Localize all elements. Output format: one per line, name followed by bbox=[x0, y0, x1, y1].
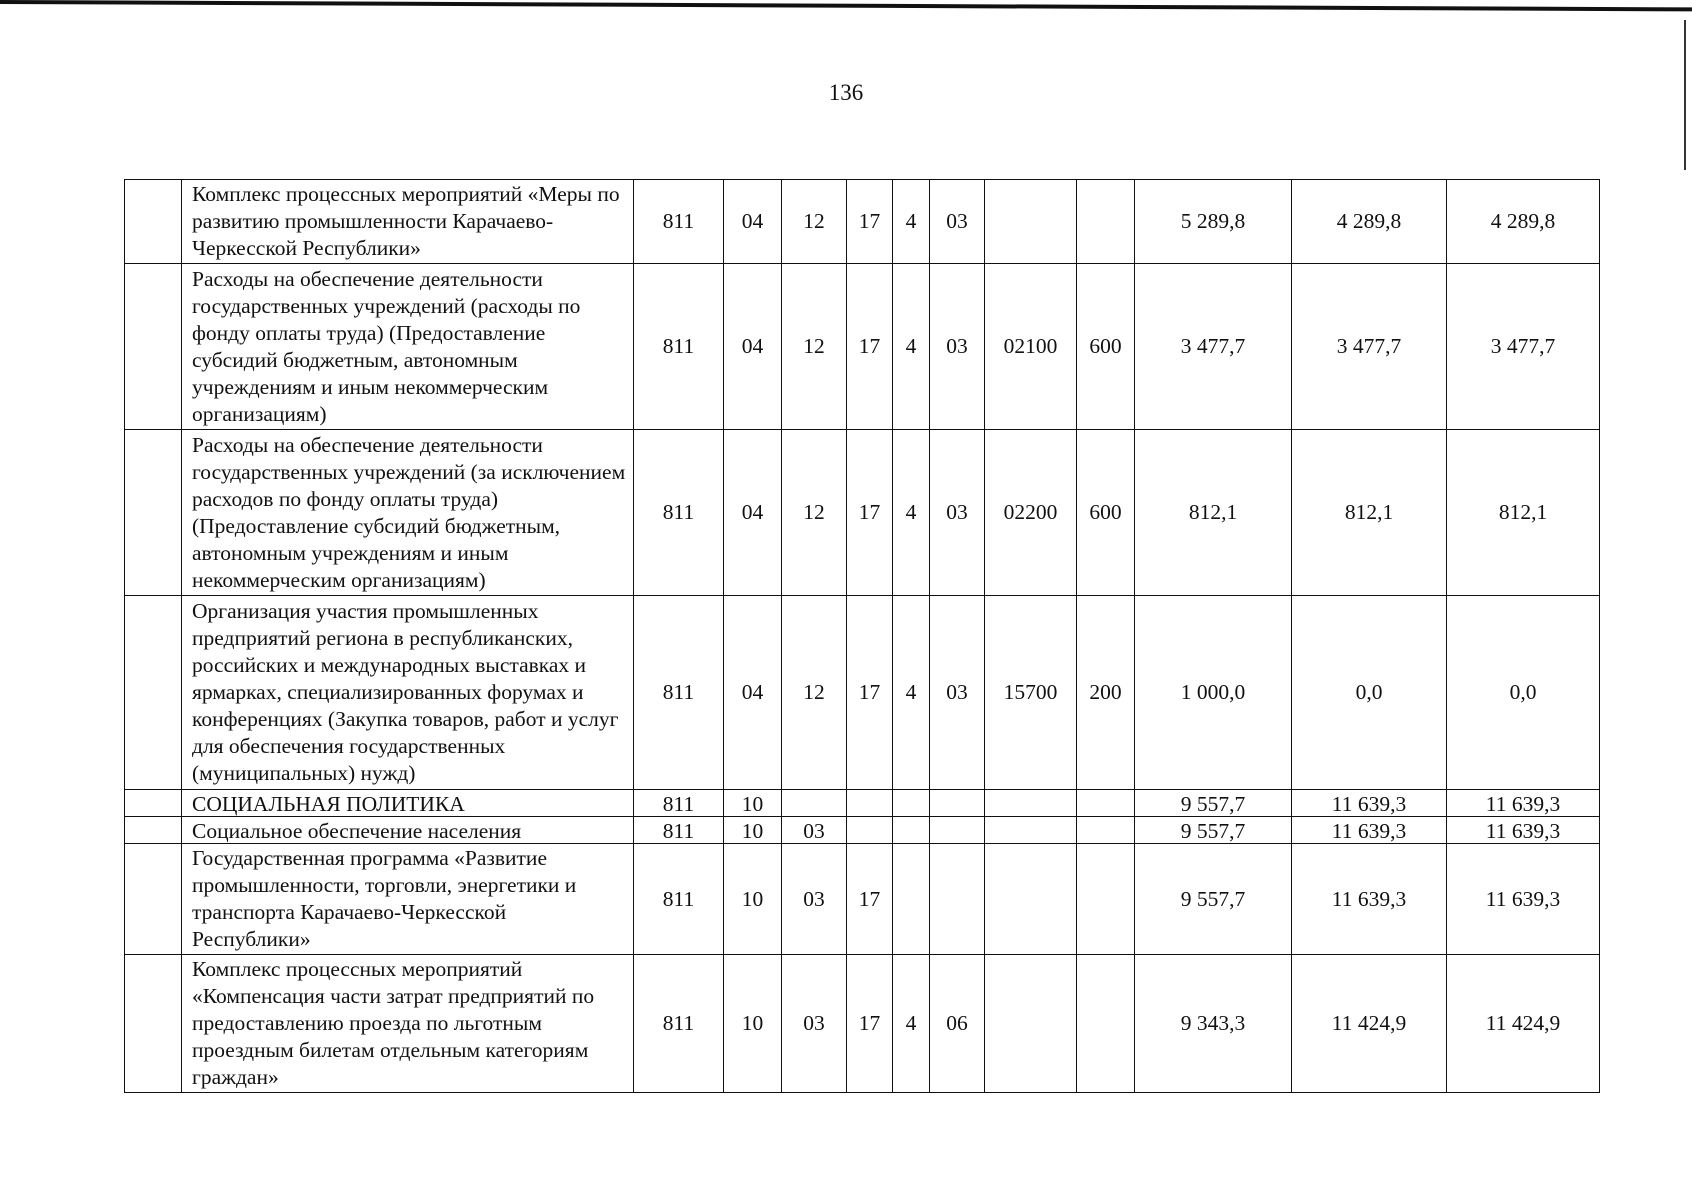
subsection-code: 12 bbox=[782, 596, 847, 790]
direction-code: 15700 bbox=[985, 596, 1077, 790]
subsection-code: 03 bbox=[782, 817, 847, 844]
amount-year-2: 3 477,7 bbox=[1292, 264, 1447, 430]
index-cell bbox=[125, 817, 182, 844]
complex-code bbox=[930, 817, 985, 844]
subsection-code: 03 bbox=[782, 844, 847, 955]
program-code: 17 bbox=[847, 264, 893, 430]
subprogram-code bbox=[893, 790, 930, 817]
table-row bbox=[125, 817, 1600, 844]
complex-code: 03 bbox=[930, 180, 985, 264]
subsection-code: 12 bbox=[782, 180, 847, 264]
item-name: Расходы на обеспечение деятельности государственных учреждений (расходы по фонду оплаты труда) (Предоставление субсидий бюджетным, автономным учреждениям и иным некоммерческим организациям) bbox=[182, 264, 634, 430]
subsection-code: 12 bbox=[782, 264, 847, 430]
amount-year-3: 11 639,3 bbox=[1447, 844, 1600, 955]
amount-year-1: 9 557,7 bbox=[1135, 844, 1292, 955]
item-name: Комплекс процессных мероприятий «Компенсация части затрат предприятий по предоставлению проезда по льготным проездным билетам отдельным категориям граждан» bbox=[182, 955, 634, 1093]
amount-year-3: 0,0 bbox=[1447, 596, 1600, 790]
amount-year-1: 3 477,7 bbox=[1135, 264, 1292, 430]
item-name: Организация участия промышленных предприятий региона в республиканских, российских и международных выставках и ярмарках, специализированных форумах и конференциях (Закупка товаров, работ и услуг для обеспечения государственных (муниципальных) нужд) bbox=[182, 596, 634, 790]
table-row bbox=[125, 264, 1600, 430]
direction-code bbox=[985, 180, 1077, 264]
item-name: Социальное обеспечение населения bbox=[182, 817, 634, 844]
subsection-code: 12 bbox=[782, 430, 847, 596]
index-cell bbox=[125, 844, 182, 955]
ministry-code: 811 bbox=[634, 790, 724, 817]
ministry-code: 811 bbox=[634, 596, 724, 790]
amount-year-1: 9 343,3 bbox=[1135, 955, 1292, 1093]
subprogram-code: 4 bbox=[893, 955, 930, 1093]
table-body bbox=[125, 180, 1600, 1093]
section-code: 10 bbox=[724, 817, 782, 844]
program-code: 17 bbox=[847, 180, 893, 264]
amount-year-2: 11 639,3 bbox=[1292, 790, 1447, 817]
amount-year-3: 812,1 bbox=[1447, 430, 1600, 596]
item-name: СОЦИАЛЬНАЯ ПОЛИТИКА bbox=[182, 790, 634, 817]
top-border-line bbox=[0, 0, 1692, 11]
direction-code bbox=[985, 817, 1077, 844]
complex-code: 03 bbox=[930, 430, 985, 596]
complex-code: 03 bbox=[930, 264, 985, 430]
complex-code: 03 bbox=[930, 596, 985, 790]
table-row bbox=[125, 180, 1600, 264]
section-code: 04 bbox=[724, 430, 782, 596]
subprogram-code bbox=[893, 844, 930, 955]
index-cell bbox=[125, 180, 182, 264]
index-cell bbox=[125, 264, 182, 430]
table-row bbox=[125, 844, 1600, 955]
table-row bbox=[125, 430, 1600, 596]
amount-year-3: 3 477,7 bbox=[1447, 264, 1600, 430]
amount-year-2: 11 639,3 bbox=[1292, 817, 1447, 844]
section-code: 04 bbox=[724, 264, 782, 430]
index-cell bbox=[125, 430, 182, 596]
amount-year-2: 11 424,9 bbox=[1292, 955, 1447, 1093]
expense-type-code bbox=[1077, 955, 1135, 1093]
ministry-code: 811 bbox=[634, 180, 724, 264]
subprogram-code bbox=[893, 817, 930, 844]
amount-year-2: 812,1 bbox=[1292, 430, 1447, 596]
ministry-code: 811 bbox=[634, 844, 724, 955]
ministry-code: 811 bbox=[634, 264, 724, 430]
subsection-code: 03 bbox=[782, 955, 847, 1093]
ministry-code: 811 bbox=[634, 817, 724, 844]
program-code: 17 bbox=[847, 430, 893, 596]
program-code: 17 bbox=[847, 955, 893, 1093]
section-code: 10 bbox=[724, 790, 782, 817]
expense-type-code: 600 bbox=[1077, 430, 1135, 596]
table-row bbox=[125, 596, 1600, 790]
amount-year-1: 1 000,0 bbox=[1135, 596, 1292, 790]
amount-year-1: 5 289,8 bbox=[1135, 180, 1292, 264]
subprogram-code: 4 bbox=[893, 430, 930, 596]
amount-year-3: 11 639,3 bbox=[1447, 790, 1600, 817]
direction-code bbox=[985, 844, 1077, 955]
direction-code bbox=[985, 790, 1077, 817]
program-code bbox=[847, 817, 893, 844]
amount-year-1: 9 557,7 bbox=[1135, 790, 1292, 817]
subprogram-code: 4 bbox=[893, 180, 930, 264]
item-name: Расходы на обеспечение деятельности государственных учреждений (за исключением расходов по фонду оплаты труда) (Предоставление субсидий бюджетным, автономным учреждениям и иным некоммерческим организациям) bbox=[182, 430, 634, 596]
index-cell bbox=[125, 790, 182, 817]
expense-type-code bbox=[1077, 844, 1135, 955]
item-name: Комплекс процессных мероприятий «Меры по развитию промышленности Карачаево-Черкесской Республики» bbox=[182, 180, 634, 264]
section-code: 04 bbox=[724, 180, 782, 264]
amount-year-1: 812,1 bbox=[1135, 430, 1292, 596]
index-cell bbox=[125, 596, 182, 790]
amount-year-1: 9 557,7 bbox=[1135, 817, 1292, 844]
amount-year-2: 11 639,3 bbox=[1292, 844, 1447, 955]
expense-type-code: 600 bbox=[1077, 264, 1135, 430]
expense-type-code bbox=[1077, 790, 1135, 817]
subprogram-code: 4 bbox=[893, 264, 930, 430]
table-row bbox=[125, 955, 1600, 1093]
complex-code bbox=[930, 790, 985, 817]
table-row bbox=[125, 790, 1600, 817]
program-code bbox=[847, 790, 893, 817]
program-code: 17 bbox=[847, 844, 893, 955]
section-code: 04 bbox=[724, 596, 782, 790]
amount-year-3: 4 289,8 bbox=[1447, 180, 1600, 264]
program-code: 17 bbox=[847, 596, 893, 790]
complex-code: 06 bbox=[930, 955, 985, 1093]
section-code: 10 bbox=[724, 844, 782, 955]
direction-code: 02100 bbox=[985, 264, 1077, 430]
subprogram-code: 4 bbox=[893, 596, 930, 790]
expense-type-code bbox=[1077, 180, 1135, 264]
direction-code bbox=[985, 955, 1077, 1093]
subsection-code bbox=[782, 790, 847, 817]
direction-code: 02200 bbox=[985, 430, 1077, 596]
expense-type-code bbox=[1077, 817, 1135, 844]
page-number: 136 bbox=[828, 80, 864, 105]
amount-year-2: 4 289,8 bbox=[1292, 180, 1447, 264]
index-cell bbox=[125, 955, 182, 1093]
amount-year-3: 11 639,3 bbox=[1447, 817, 1600, 844]
item-name: Государственная программа «Развитие промышленности, торговли, энергетики и транспорта Карачаево-Черкесской Республики» bbox=[182, 844, 634, 955]
expense-type-code: 200 bbox=[1077, 596, 1135, 790]
complex-code bbox=[930, 844, 985, 955]
section-code: 10 bbox=[724, 955, 782, 1093]
amount-year-3: 11 424,9 bbox=[1447, 955, 1600, 1093]
ministry-code: 811 bbox=[634, 430, 724, 596]
ministry-code: 811 bbox=[634, 955, 724, 1093]
budget-table bbox=[124, 179, 1600, 1093]
amount-year-2: 0,0 bbox=[1292, 596, 1447, 790]
